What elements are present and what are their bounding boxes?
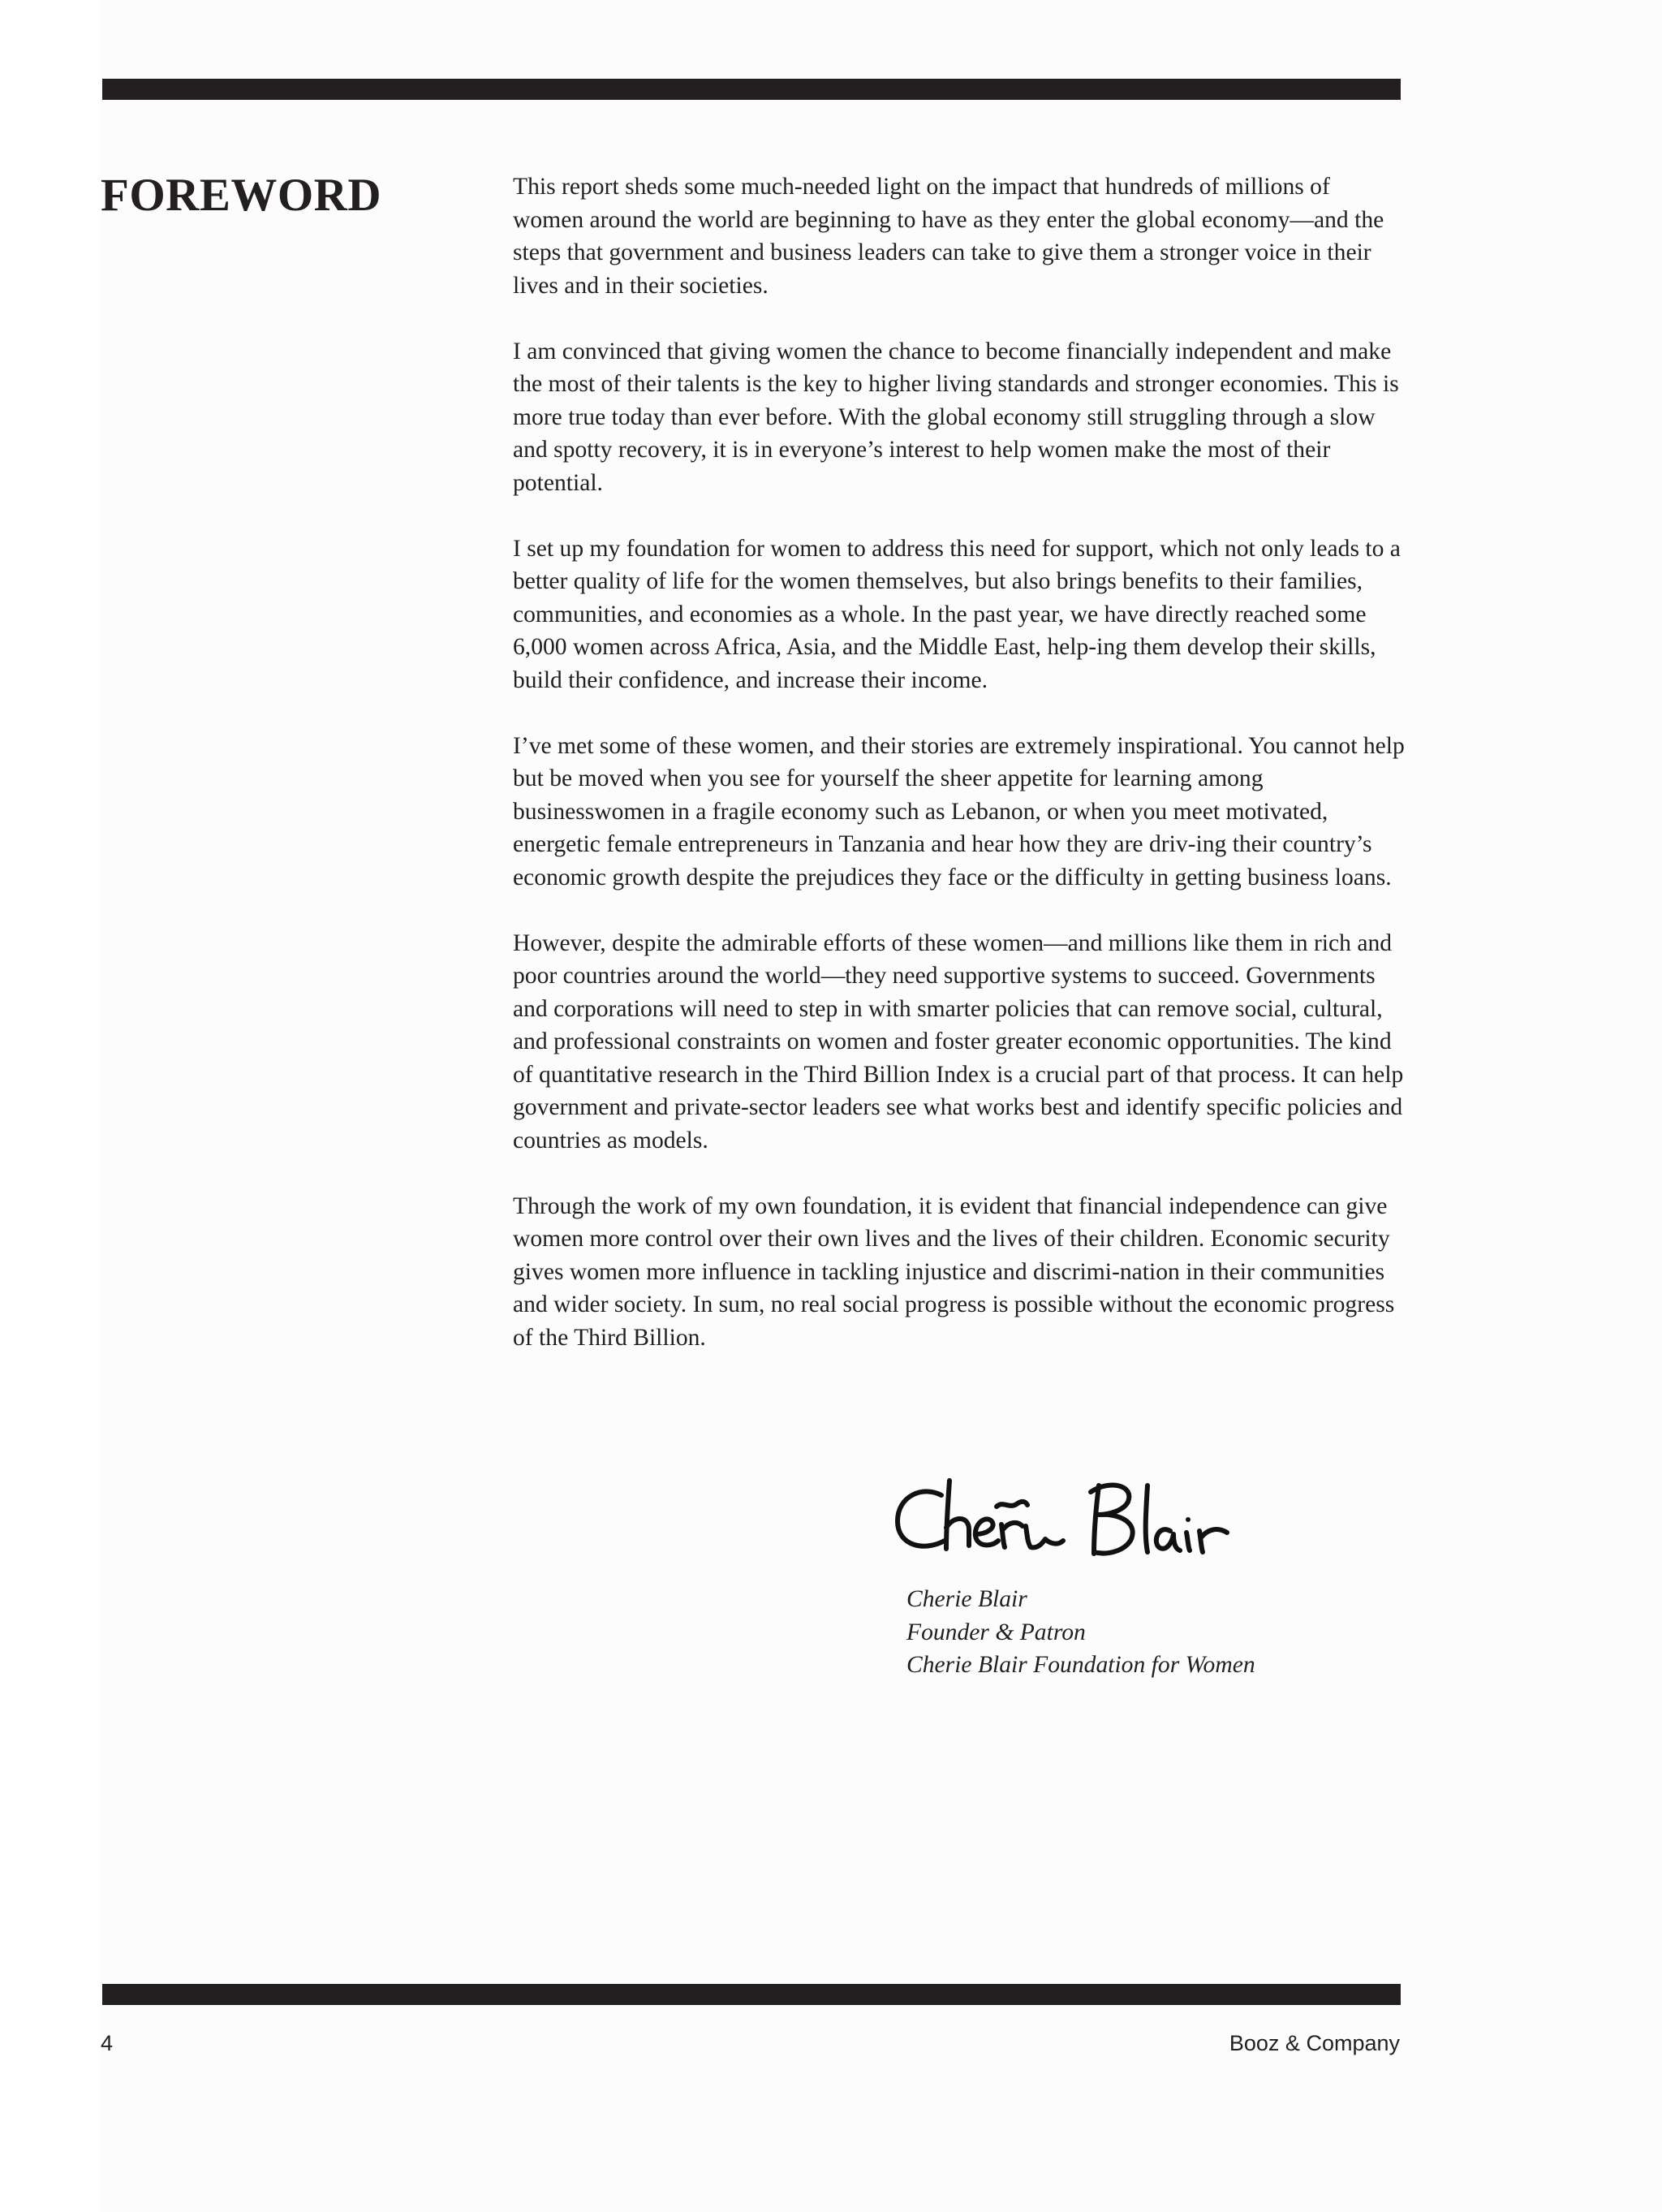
signatory-role: Founder & Patron xyxy=(906,1619,1086,1645)
top-rule xyxy=(102,79,1401,100)
signatory-organization: Cherie Blair Foundation for Women xyxy=(906,1652,1255,1678)
paragraph-2: I am convinced that giving women the chance to become financially independent and make the most of their talents is the key to higher living standards and stronger economies. This is more true today than ever before. With the global economy still struggling through a slow and spotty recovery, it is in everyone’s interest to help women make the most of their potential. xyxy=(513,338,1399,496)
handwritten-signature xyxy=(891,1471,1232,1576)
signature-block xyxy=(906,1583,1255,1682)
page-number: 4 xyxy=(101,2031,114,2055)
page-title: FOREWORD xyxy=(101,170,381,221)
paragraph-1: This report sheds some much-needed light on the impact that hundreds of millions of women around the world are beginning to have as they enter the global economy—and the steps that government and business leaders can take to give them a stronger voice in their lives and in their societies. xyxy=(513,174,1384,299)
paragraph-4: I’ve met some of these women, and their stories are extremely inspirational. You cannot help but be moved when you see for yourself the sheer appetite for learning among businesswomen in a fragile economy such as Lebanon, or when you meet motivated, energetic female entrepreneurs in Tanzania and hear how they are driv-ing their country’s economic growth despite the prejudices they face or the difficulty in getting business loans. xyxy=(513,732,1405,890)
publisher-name: Booz & Company xyxy=(1229,2031,1400,2055)
bottom-rule xyxy=(102,1984,1401,2005)
signatory-name: Cherie Blair xyxy=(906,1586,1027,1612)
paragraph-6: Through the work of my own foundation, it is evident that financial independence can give women more control over their own lives and the lives of their children. Economic security gives women more influence in tackling injustice and discrimi-nation in their communities and wider society. In sum, no real social progress is possible without the economic progress of the Third Billion. xyxy=(513,1192,1395,1351)
foreword-body xyxy=(513,170,1406,1387)
paragraph-3: I set up my foundation for women to address this need for support, which not only leads to a better quality of life for the women themselves, but also brings benefits to their families, communities, and economies as a whole. In the past year, we have directly reached some 6,000 women across Africa, Asia, and the Middle East, help-ing them develop their skills, build their confidence, and increase their income. xyxy=(513,535,1401,693)
paragraph-5: However, despite the admirable efforts of these women—and millions like them in rich and poor countries around the world—they need supportive systems to succeed. Governments and corporations will need to step in with smarter policies that can remove social, cultural, and professional constraints on women and foster greater economic opportunities. The kind of quantitative research in the Third Billion Index is a crucial part of that process. It can help government and private-sector leaders see what works best and identify specific policies and countries as models. xyxy=(513,929,1404,1153)
